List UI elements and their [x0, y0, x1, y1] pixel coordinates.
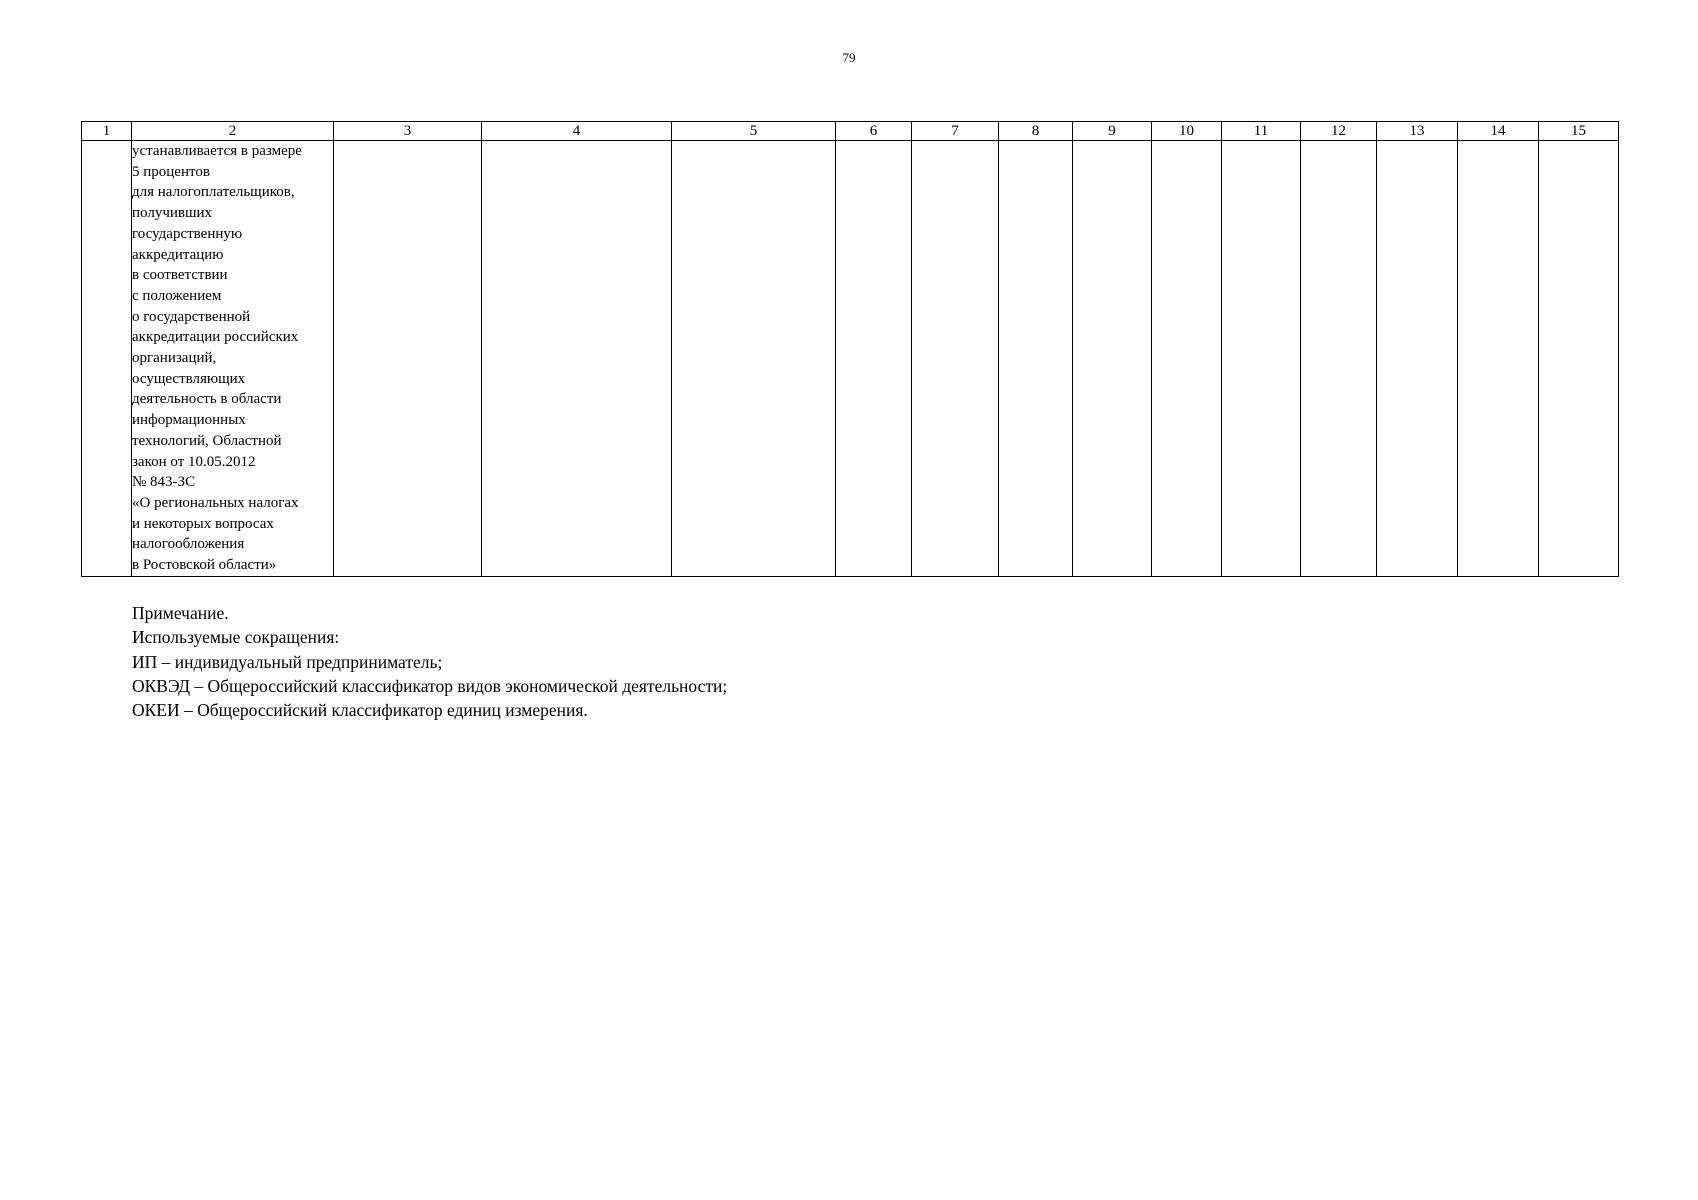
column-header-9: 9: [1073, 122, 1152, 141]
table-cell-col-5: [672, 141, 836, 577]
table-cell-col-13: [1377, 141, 1458, 577]
cell-text-line: с положением: [132, 287, 222, 304]
cell-text-line: осуществляющих: [132, 370, 246, 387]
column-header-15: 15: [1539, 122, 1619, 141]
table-cell-col-14: [1458, 141, 1539, 577]
note-title: Примечание.: [132, 603, 229, 623]
table-cell-col-1: [82, 141, 132, 577]
cell-text-line: технологий, Областной: [132, 432, 282, 449]
column-header-3: 3: [334, 122, 482, 141]
cell-text-line: аккредитации российских: [132, 329, 299, 346]
column-header-12: 12: [1301, 122, 1377, 141]
cell-text-line: получивших: [132, 205, 213, 222]
cell-text-line: налогообложения: [132, 536, 245, 553]
cell-text-line: в Ростовской области»: [132, 557, 277, 574]
column-header-10: 10: [1152, 122, 1222, 141]
table-cell-col-8: [999, 141, 1073, 577]
cell-text-line: № 843-ЗС: [132, 474, 196, 491]
cell-text-line: закон от 10.05.2012: [132, 453, 256, 470]
table-cell-col-12: [1301, 141, 1377, 577]
cell-text-line: государственную: [132, 225, 243, 242]
column-header-5: 5: [672, 122, 836, 141]
note-abbreviation-okei: ОКЕИ – Общероссийский классификатор единиц измерения.: [132, 700, 588, 721]
column-header-13: 13: [1377, 122, 1458, 141]
column-header-4: 4: [482, 122, 672, 141]
cell-text-line: и некоторых вопросах: [132, 515, 274, 532]
cell-text-line: устанавливается в размере: [132, 143, 302, 159]
table-cell-col-10: [1152, 141, 1222, 577]
note-abbreviation-okved: ОКВЭД – Общероссийский классификатор видов экономической деятельности;: [132, 675, 728, 696]
table-cell-col-11: [1222, 141, 1301, 577]
cell-text-line: о государственной: [132, 308, 251, 325]
table-cell-col-3: [334, 141, 482, 577]
table-cell-col-6: [836, 141, 912, 577]
note-abbreviations-heading: Используемые сокращения:: [132, 627, 340, 648]
table-cell-col-4: [482, 141, 672, 577]
column-header-6: 6: [836, 122, 912, 141]
column-header-2: 2: [132, 122, 334, 141]
column-header-1: 1: [82, 122, 132, 141]
cell-text-line: для налогоплательщиков,: [132, 184, 295, 201]
note-abbreviation-ip: ИП – индивидуальный предприниматель;: [132, 651, 443, 672]
data-table: [81, 121, 1619, 577]
table-cell-col-7: [912, 141, 999, 577]
table-header-row: [82, 122, 1619, 141]
cell-text-line: организаций,: [132, 350, 217, 367]
column-header-8: 8: [999, 122, 1073, 141]
cell-text-line: аккредитацию: [132, 246, 224, 263]
cell-text-line: информационных: [132, 412, 246, 429]
note-section: [132, 601, 727, 722]
cell-text-line: 5 процентов: [132, 163, 210, 180]
table-row: [82, 141, 1619, 577]
column-header-7: 7: [912, 122, 999, 141]
table-cell-col-2: [132, 141, 334, 577]
column-header-11: 11: [1222, 122, 1301, 141]
table-cell-col-15: [1539, 141, 1619, 577]
table-cell-col-9: [1073, 141, 1152, 577]
cell-text-line: деятельность в области: [132, 391, 282, 408]
page-number: 79: [842, 50, 856, 65]
cell-text-line: в соответствии: [132, 267, 228, 284]
cell-text-line: «О региональных налогах: [132, 494, 299, 511]
column-header-14: 14: [1458, 122, 1539, 141]
